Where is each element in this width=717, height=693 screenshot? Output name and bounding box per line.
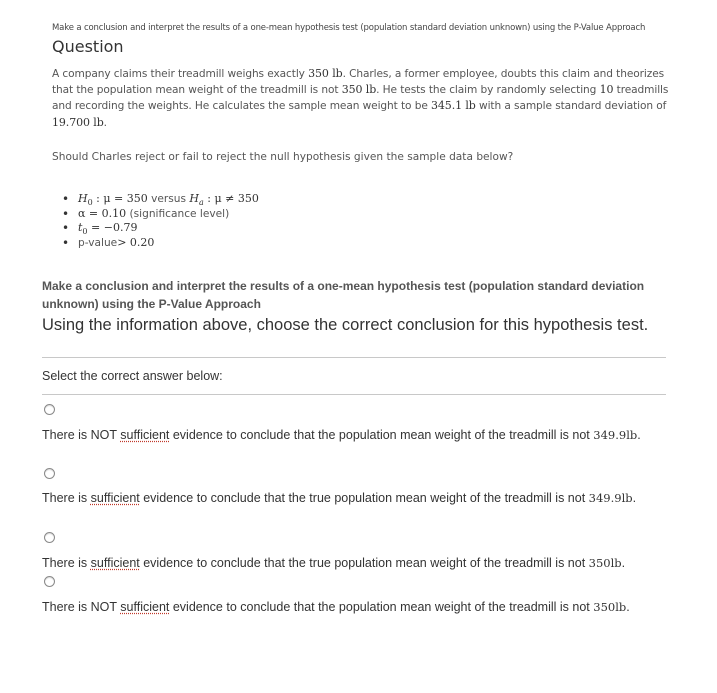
sample-sd: 19.700 lb [52,115,104,129]
option-2-text[interactable]: There is sufficient evidence to conclude that the true population mean weight of the treadmill is not 349.9lb. [42,491,637,505]
alpha-item: • α = 0.10 (significance level) [62,207,259,222]
question-prompt: Should Charles reject or fail to reject the null hypothesis given the sample data below? [52,151,514,163]
sample-mean: 345.1 lb [431,99,476,113]
claim-weight: 350 lb [308,67,343,80]
sample-size: 10 [599,83,614,97]
p-value-item: • p-value> 0.20 [62,236,259,251]
claim-weight-2: 350 lb [341,83,377,97]
problem-statement: A company claims their treadmill weighs exactly 350 lb. Charles, a former employee, doubts this claim and theorizes that the population mean weight of the treadmill is not 350 lb. He tests the claim by randomly selecting 10 treadmills and recording the weights. He calculates the sample mean weight to be 345.1 lb with a sample standard deviation of 19.700 lb. [52,67,669,129]
hypotheses-item: • $H_0$ : μ = 350 versus $H_a$ : μ ≠ 350 [62,192,259,207]
question-heading: Question [52,37,124,56]
divider [42,394,666,395]
option-4-radio[interactable] [44,576,55,587]
divider [42,357,666,358]
option-3-radio[interactable] [44,532,55,543]
option-3-text[interactable]: There is sufficient evidence to conclude that the true population mean weight of the treadmill is not 350lb. [42,556,626,570]
test-statistic-item: • $t_0 = -0.79$ [62,221,259,236]
option-4-text[interactable]: There is NOT sufficient evidence to conclude that the population mean weight of the treadmill is not 350lb. [42,600,630,614]
section-title: Using the information above, choose the correct conclusion for this hypothesis test. [42,316,649,334]
select-answer-label: Select the correct answer below: [42,369,223,383]
option-2-radio[interactable] [44,468,55,479]
breadcrumb: Make a conclusion and interpret the results of a one-mean hypothesis test (population standard deviation unknown) using the P-Value Approach [52,23,646,33]
option-1-text[interactable]: There is NOT sufficient evidence to conclude that the population mean weight of the treadmill is not 349.9lb. [42,428,641,442]
hypothesis-list [62,192,259,250]
section-subtitle: Make a conclusion and interpret the results of a one-mean hypothesis test (population standard deviation unknown) using the P-Value Approach [42,279,645,311]
option-1-radio[interactable] [44,404,55,415]
